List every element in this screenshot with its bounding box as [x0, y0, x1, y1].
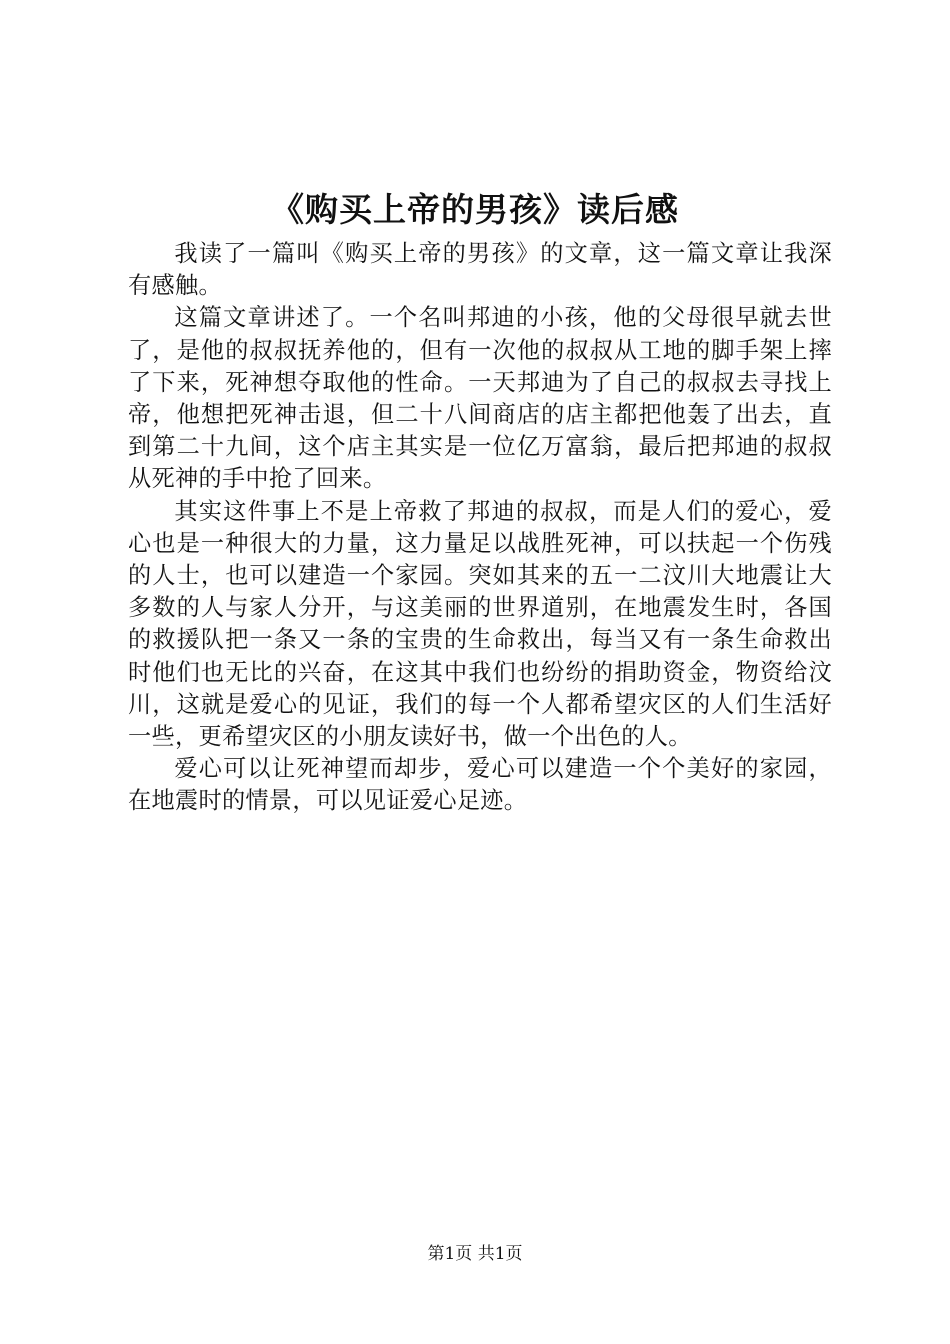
paragraph-4: 爱心可以让死神望而却步，爱心可以建造一个个美好的家园，在地震时的情景，可以见证爱心足迹。 — [128, 755, 832, 815]
document-title: 《购买上帝的男孩》读后感 — [271, 190, 679, 229]
document-body — [128, 238, 832, 818]
paragraph-2: 这篇文章讲述了。一个名叫邦迪的小孩，他的父母很早就去世了，是他的叔叔抚养他的，但有一次他的叔叔从工地的脚手架上摔了下来，死神想夺取他的性命。一天邦迪为了自己的叔叔去寻找上帝，他想把死神击退，但二十八间商店的店主都把他轰了出去，直到第二十九间，这个店主其实是一位亿万富翁，最后把邦迪的叔叔从死神的手中抢了回来。 — [128, 304, 832, 493]
paragraph-1: 我读了一篇叫《购买上帝的男孩》的文章，这一篇文章让我深有感触。 — [128, 240, 832, 300]
paragraph-3: 其实这件事上不是上帝救了邦迪的叔叔，而是人们的爱心，爱心也是一种很大的力量，这力量足以战胜死神，可以扶起一个伤残的人士，也可以建造一个家园。突如其来的五一二汶川大地震让大多数的人与家人分开，与这美丽的世界道别，在地震发生时，各国的救援队把一条又一条的宝贵的生命救出，每当又有一条生命救出时他们也无比的兴奋，在这其中我们也纷纷的捐助资金，物资给汶川，这就是爱心的见证，我们的每一个人都希望灾区的人们生活好一些，更希望灾区的小朋友读好书，做一个出色的人。 — [128, 497, 832, 751]
page-footer: 第1页 共1页 — [427, 1244, 523, 1264]
